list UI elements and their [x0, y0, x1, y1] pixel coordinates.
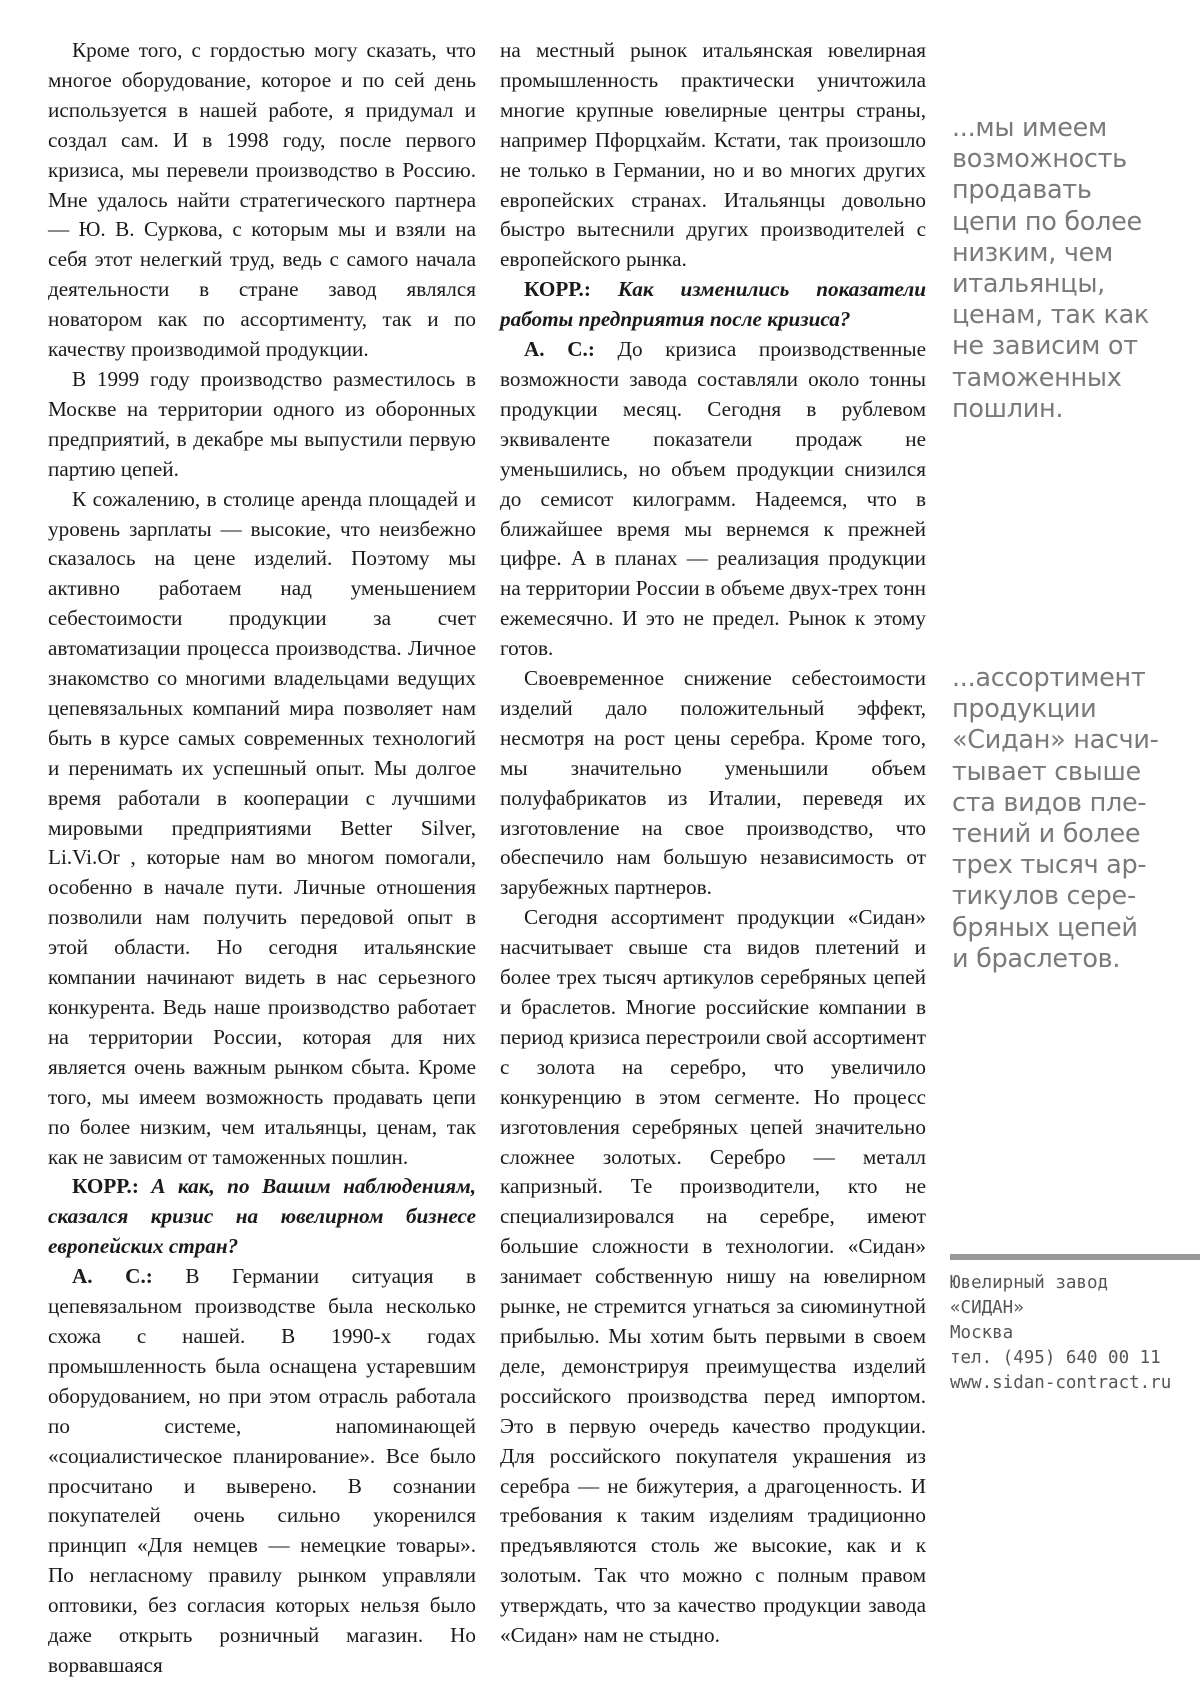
interview-question	[500, 275, 926, 335]
pull-quote-line: продавать	[952, 175, 1092, 206]
pull-quote-line: продукции	[952, 694, 1097, 725]
article-column-left	[48, 36, 476, 1681]
pull-quote-line: возможность	[952, 144, 1127, 175]
question-label: КОРР.:	[72, 1174, 139, 1199]
pull-quote-line: ценам, так как	[952, 300, 1150, 331]
pull-quote-line: и браслетов.	[952, 943, 1121, 974]
company-brand: «СИДАН»	[950, 1298, 1024, 1318]
interview-answer	[48, 1262, 476, 1681]
answer-label: А. С.:	[72, 1264, 153, 1289]
paragraph: Своевременное снижение себестоимости изделий дало положительный эффект, несмотря на рост цены серебра. Кроме того, мы значительно уменьшили объем полуфабрикатов из Италии, переведя их изготовление на свое производство, что обеспечило нам большую независимость от зарубежных партнеров.	[500, 666, 926, 900]
answer-text: В Германии ситуация в цепевязальном производстве была несколько схожа с нашей. В 1990-х годах промышленность была оснащена устаревшим оборудованием, но при этом отрасль работала по системе, напоминающей «социалистическое планирование». Все было просчитано и выверено. В сознании покупателей очень сильно укоренился принцип «Для немцев — немецкие товары». По негласному правилу рынком управляли оптовики, без согласия которых нельзя было даже открыть розничный магазин. Но ворвавшаяся	[48, 1264, 476, 1677]
pull-quote-line: ...мы имеем	[952, 113, 1107, 143]
answer-text: До кризиса производственные возможности завода составляли около тонны продукции месяц. Сегодня в рублевом эквиваленте показатели продаж не уменьшились, но объем продукции снизился до семисот килограмм. Надеемся, что в ближайшее время мы вернемся к прежней цифре. А в планах — реализация продукции на территории России в объеме двух-трех тонн ежемесячно. И это не предел. Рынок к этому готов.	[500, 337, 926, 661]
paragraph: на местный рынок итальянская ювелирная промышленность практически уничтожила многие крупные ювелирные центры страны, например Пфорцхайм. Кстати, так произошло не только в Германии, но и во многих других европейских странах. Итальянцы довольно быстро вытеснили других производителей с европейского рынка.	[500, 38, 926, 272]
question-text: А как, по Вашим наблюдениям, сказался кризис на ювелирном бизнесе европейских стран?	[48, 1174, 477, 1259]
paragraph: В 1999 году производство разместилось в Москве на территории одного из оборонных предприятий, в декабре мы выпустили первую партию цепей.	[48, 366, 476, 481]
contact-divider	[950, 1254, 1200, 1260]
pull-quote-line: ...ассортимент	[952, 663, 1146, 693]
question-label: КОРР.:	[524, 277, 591, 302]
answer-label: А. С.:	[524, 337, 595, 362]
pull-quote-line: итальянцы,	[952, 269, 1105, 300]
pull-quote-line: бряных цепей	[952, 912, 1138, 943]
company-website: www.sidan-contract.ru	[950, 1373, 1172, 1393]
article-column-middle	[500, 36, 926, 1651]
pull-quote-line: тений и более	[952, 819, 1141, 850]
pull-quote-line: «Сидан» насчи-	[952, 725, 1159, 756]
paragraph: Кроме того, с гордостью могу сказать, что многое оборудование, которое и по сей день используется в нашей работе, я придумал и создал сам. И в 1998 году, после первого кризиса, мы перевели производство в Россию. Мне удалось найти стратегического партнера — Ю. В. Суркова, с которым мы и взяли на себя этот нелегкий труд, ведь с самого начала деятельности в стране завод являлся новатором как по ассортименту, так и по качеству производимой продукции.	[48, 38, 476, 362]
pull-quote-line: низким, чем	[952, 237, 1113, 268]
pull-quote-2	[952, 663, 1192, 975]
pull-quote-line: трех тысяч ар-	[952, 850, 1147, 881]
pull-quote-line: таможенных	[952, 362, 1122, 393]
question-text: Как изменились показатели работы предприятия после кризиса?	[500, 277, 926, 332]
interview-question	[48, 1172, 476, 1262]
pull-quote-line: не зависим от	[952, 331, 1138, 362]
pull-quote-line: пошлин.	[952, 393, 1064, 424]
pull-quote-line: тывает свыше	[952, 756, 1141, 787]
paragraph: Сегодня ассортимент продукции «Сидан» насчитывает свыше ста видов плетений и более трех тысяч артикулов серебряных цепей и браслетов. Многие российские компании в период кризиса перестроили свой ассортимент с золота на серебро, что увеличило конкуренцию в этом сегменте. Но процесс изготовления серебряных цепей значительно сложнее золотых. Серебро — металл капризный. Те производители, кто не специализировался на серебре, имеют большие сложности в технологии. «Сидан» занимает собственную нишу на ювелирном рынке, не стремится угнаться за сиюминутной прибылью. Мы хотим быть первыми в своем деле, демонстрируя преимущества изделий российского производства перед импортом. Это в первую очередь качество продукции. Для российского покупателя украшения из серебра — не бижутерия, а драгоценность. И требования к таким изделиям традиционно предъявляются столь же высокие, как и к золотым. Так что можно с полным правом утверждать, что за качество продукции завода «Сидан» нам не стыдно.	[500, 905, 926, 1648]
company-name: Ювелирный завод	[950, 1273, 1109, 1293]
pull-quote-line: цепи по более	[952, 206, 1142, 237]
contact-block	[950, 1271, 1171, 1396]
company-phone: тел. (495) 640 00 11	[950, 1348, 1161, 1368]
company-city: Москва	[950, 1323, 1014, 1343]
interview-answer	[500, 335, 926, 664]
pull-quote-1	[952, 113, 1192, 425]
paragraph: К сожалению, в столице аренда площадей и уровень зарплаты — высокие, что неизбежно сказалось на цене изделий. Поэтому мы активно работаем над уменьшением себестоимости продукции за счет автоматизации процесса производства. Личное знакомство со многими владельцами ведущих цепевязальных компаний мира позволяет нам быть в курсе самых современных технологий и перенимать их успешный опыт. Мы долгое время работали в кооперации с лучшими мировыми предприятиями Better Silver, Li.Vi.Or , которые нам во многом помогали, особенно в начале пути. Личные отношения позволили нам получить передовой опыт в этой области. Но сегодня итальянские компании начинают видеть в нас серьезного конкурента. Ведь наше производство работает на территории России, которая для них является очень важным рынком сбыта. Кроме того, мы имеем возможность продавать цепи по более низким, чем итальянцы, ценам, так как не зависим от таможенных пошлин.	[48, 486, 476, 1169]
pull-quote-line: тикулов сере-	[952, 881, 1136, 912]
pull-quote-line: ста видов пле-	[952, 787, 1147, 818]
